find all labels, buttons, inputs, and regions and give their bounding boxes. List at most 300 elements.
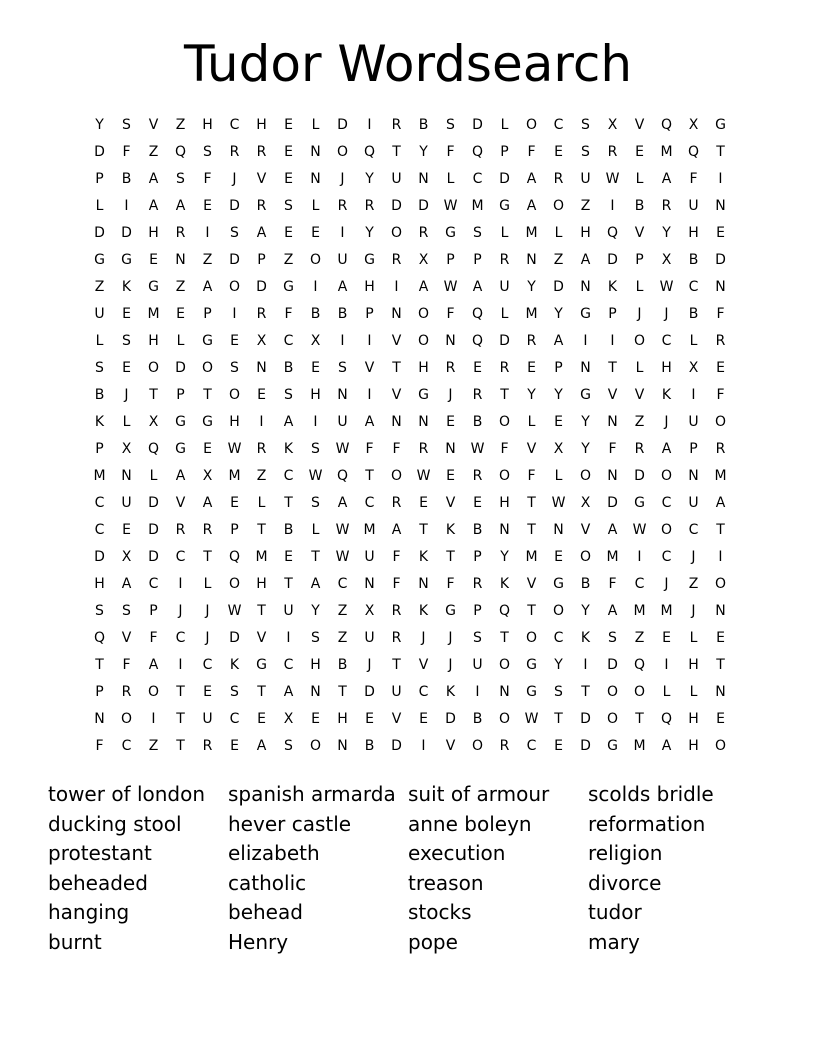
grid-letter: E — [527, 360, 536, 376]
grid-letter: K — [607, 279, 618, 295]
grid-letter: T — [635, 711, 644, 727]
grid-letter: A — [418, 279, 429, 295]
grid-letter: L — [500, 117, 509, 133]
grid-letter: N — [607, 414, 618, 430]
grid-letter: B — [337, 657, 348, 673]
grid-letter: D — [499, 171, 510, 187]
grid-letter: D — [418, 198, 429, 214]
grid-letter: I — [718, 171, 723, 187]
grid-letter: G — [526, 684, 537, 700]
grid-letter: E — [176, 306, 185, 322]
grid-letter: I — [367, 117, 372, 133]
grid-letter: C — [661, 333, 672, 349]
grid-letter: S — [338, 360, 347, 376]
grid-letter: B — [283, 360, 294, 376]
grid-letter: J — [124, 387, 129, 403]
grid-letter: Y — [365, 171, 374, 187]
grid-letter: L — [149, 468, 158, 484]
grid-letter: X — [121, 441, 132, 457]
grid-letter: E — [716, 711, 725, 727]
grid-row — [86, 112, 734, 139]
grid-letter: H — [256, 576, 267, 592]
grid-letter: R — [499, 738, 510, 754]
grid-letter: X — [661, 252, 672, 268]
grid-letter: P — [689, 441, 698, 457]
grid-letter: F — [122, 144, 131, 160]
grid-letter: I — [367, 387, 372, 403]
grid-letter: B — [634, 198, 645, 214]
grid-letter: Z — [688, 576, 699, 592]
grid-letter: O — [606, 711, 619, 727]
grid-letter: J — [664, 576, 669, 592]
grid-letter: E — [716, 360, 725, 376]
grid-letter: E — [203, 198, 212, 214]
grid-letter: R — [472, 468, 483, 484]
grid-letter: Z — [148, 738, 159, 754]
grid-letter: X — [283, 711, 294, 727]
grid-letter: P — [554, 360, 563, 376]
grid-letter: Z — [337, 603, 348, 619]
grid-letter: A — [148, 198, 159, 214]
grid-letter: S — [284, 198, 293, 214]
grid-letter: A — [661, 171, 672, 187]
grid-letter: A — [121, 576, 132, 592]
grid-letter: F — [446, 144, 455, 160]
word-list-item: stocks — [408, 900, 472, 925]
grid-letter: O — [525, 117, 538, 133]
grid-letter: R — [499, 252, 510, 268]
grid-letter: I — [637, 549, 642, 565]
grid-row — [86, 490, 734, 517]
grid-letter: W — [443, 279, 458, 295]
grid-letter: C — [202, 657, 213, 673]
grid-letter: A — [661, 738, 672, 754]
grid-letter: I — [394, 279, 399, 295]
grid-letter: O — [309, 252, 322, 268]
grid-letter: T — [716, 144, 725, 160]
grid-letter: L — [554, 225, 563, 241]
grid-letter: D — [580, 711, 591, 727]
grid-letter: N — [715, 198, 726, 214]
grid-letter: G — [175, 414, 186, 430]
grid-letter: U — [94, 306, 105, 322]
grid-letter: J — [232, 171, 237, 187]
grid-letter: U — [337, 252, 348, 268]
grid-letter: Z — [634, 414, 645, 430]
grid-letter: R — [418, 225, 429, 241]
page-title: Tudor Wordsearch — [183, 35, 633, 93]
grid-letter: O — [498, 711, 511, 727]
grid-letter: Z — [94, 279, 105, 295]
grid-letter: Q — [660, 117, 673, 133]
grid-letter: E — [203, 684, 212, 700]
grid-letter: B — [283, 522, 294, 538]
grid-letter: G — [175, 441, 186, 457]
grid-letter: O — [471, 738, 484, 754]
grid-letter: P — [473, 549, 482, 565]
grid-letter: L — [662, 684, 671, 700]
grid-letter: K — [121, 279, 132, 295]
word-list-item: tower of london — [48, 782, 206, 806]
word-list-item: protestant — [48, 841, 152, 866]
grid-letter: A — [175, 468, 186, 484]
grid-letter: K — [445, 522, 456, 538]
grid-letter: Z — [202, 252, 213, 268]
grid-letter: X — [418, 252, 429, 268]
grid-letter: F — [689, 171, 698, 187]
grid-letter: J — [205, 630, 210, 646]
grid-letter: Z — [337, 630, 348, 646]
grid-letter: R — [202, 522, 213, 538]
grid-letter: A — [256, 225, 267, 241]
grid-letter: D — [634, 468, 645, 484]
grid-letter: G — [94, 252, 105, 268]
grid-letter: C — [472, 171, 483, 187]
grid-letter: A — [337, 495, 348, 511]
grid-letter: H — [229, 414, 240, 430]
grid-letter: U — [337, 414, 348, 430]
grid-letter: L — [527, 414, 536, 430]
grid-letter: R — [391, 117, 402, 133]
grid-letter: B — [688, 306, 699, 322]
word-list-item: behead — [228, 900, 303, 925]
grid-letter: G — [553, 576, 564, 592]
grid-letter: G — [364, 252, 375, 268]
grid-letter: Y — [527, 279, 536, 295]
grid-letter: V — [121, 630, 132, 646]
grid-letter: J — [448, 387, 453, 403]
grid-letter: J — [691, 549, 696, 565]
grid-letter: B — [472, 414, 483, 430]
grid-letter: T — [554, 711, 563, 727]
grid-letter: H — [418, 360, 429, 376]
grid-letter: S — [203, 144, 212, 160]
grid-letter: L — [311, 522, 320, 538]
grid-letter: F — [500, 441, 509, 457]
grid-letter: O — [417, 333, 430, 349]
grid-letter: E — [284, 171, 293, 187]
grid-letter: F — [392, 549, 401, 565]
grid-letter: H — [688, 657, 699, 673]
grid-row — [86, 517, 734, 544]
grid-letter: W — [308, 468, 323, 484]
grid-letter: O — [228, 387, 241, 403]
grid-row — [86, 409, 734, 436]
grid-letter: X — [121, 549, 132, 565]
grid-letter: N — [580, 279, 591, 295]
grid-letter: C — [661, 495, 672, 511]
grid-letter: S — [446, 117, 455, 133]
grid-letter: I — [286, 630, 291, 646]
grid-letter: D — [607, 495, 618, 511]
grid-letter: D — [445, 711, 456, 727]
grid-letter: B — [472, 711, 483, 727]
grid-letter: O — [309, 738, 322, 754]
grid-letter: E — [311, 711, 320, 727]
word-column-1 — [48, 780, 228, 958]
grid-letter: L — [311, 198, 320, 214]
grid-letter: R — [229, 144, 240, 160]
grid-letter: M — [471, 198, 484, 214]
grid-row — [86, 706, 734, 733]
word-list-item: elizabeth — [228, 841, 320, 866]
grid-letter: T — [176, 711, 185, 727]
grid-letter: X — [553, 441, 564, 457]
grid-letter: R — [472, 387, 483, 403]
grid-letter: Q — [174, 144, 187, 160]
grid-letter: J — [637, 306, 642, 322]
grid-letter: S — [554, 684, 563, 700]
grid-letter: W — [470, 441, 485, 457]
grid-letter: R — [175, 225, 186, 241]
grid-letter: R — [715, 333, 726, 349]
grid-letter: W — [335, 549, 350, 565]
grid-letter: D — [472, 117, 483, 133]
grid-letter: Z — [175, 279, 186, 295]
grid-letter: I — [205, 225, 210, 241]
grid-letter: C — [634, 576, 645, 592]
grid-letter: T — [311, 549, 320, 565]
grid-letter: D — [175, 360, 186, 376]
grid-letter: L — [500, 306, 509, 322]
grid-letter: Q — [336, 468, 349, 484]
grid-letter: S — [311, 630, 320, 646]
grid-row — [86, 463, 734, 490]
grid-letter: C — [229, 711, 240, 727]
grid-letter: N — [418, 414, 429, 430]
grid-letter: N — [310, 144, 321, 160]
word-column-2 — [228, 780, 408, 958]
grid-letter: X — [688, 360, 699, 376]
grid-letter: A — [283, 684, 294, 700]
grid-letter: A — [715, 495, 726, 511]
grid-letter: Z — [634, 630, 645, 646]
grid-letter: F — [716, 306, 725, 322]
grid-letter: R — [499, 360, 510, 376]
grid-letter: H — [580, 225, 591, 241]
grid-letter: V — [526, 576, 537, 592]
grid-letter: F — [365, 441, 374, 457]
grid-letter: A — [202, 495, 213, 511]
grid-letter: Z — [148, 144, 159, 160]
grid-letter: S — [230, 360, 239, 376]
grid-letter: N — [337, 387, 348, 403]
grid-letter: L — [500, 225, 509, 241]
grid-letter: A — [175, 198, 186, 214]
grid-letter: V — [364, 360, 375, 376]
grid-letter: T — [365, 468, 374, 484]
grid-letter: Y — [554, 657, 563, 673]
grid-letter: X — [607, 117, 618, 133]
grid-letter: E — [230, 333, 239, 349]
grid-letter: I — [583, 657, 588, 673]
grid-letter: E — [554, 414, 563, 430]
grid-letter: Z — [580, 198, 591, 214]
grid-letter: V — [256, 630, 267, 646]
grid-letter: W — [227, 441, 242, 457]
grid-letter: A — [202, 279, 213, 295]
grid-letter: S — [473, 630, 482, 646]
grid-letter: F — [392, 441, 401, 457]
grid-letter: Z — [553, 252, 564, 268]
grid-letter: E — [662, 630, 671, 646]
grid-letter: J — [448, 657, 453, 673]
grid-letter: T — [527, 522, 536, 538]
grid-letter: H — [337, 711, 348, 727]
grid-letter: E — [311, 225, 320, 241]
grid-letter: R — [256, 144, 267, 160]
word-list-item: tudor — [588, 900, 642, 925]
grid-letter: S — [230, 225, 239, 241]
grid-letter: N — [337, 738, 348, 754]
grid-letter: D — [229, 198, 240, 214]
grid-letter: U — [472, 657, 483, 673]
grid-letter: G — [256, 657, 267, 673]
grid-letter: C — [229, 117, 240, 133]
grid-letter: T — [176, 684, 185, 700]
grid-letter: I — [259, 414, 264, 430]
grid-letter: R — [121, 684, 132, 700]
grid-letter: E — [284, 225, 293, 241]
grid-letter: X — [688, 117, 699, 133]
word-column-3 — [408, 780, 588, 958]
grid-letter: W — [335, 441, 350, 457]
grid-letter: L — [689, 333, 698, 349]
word-list-item: mary — [588, 929, 640, 954]
grid-letter: A — [256, 738, 267, 754]
grid-letter: N — [364, 576, 375, 592]
grid-letter: U — [580, 171, 591, 187]
grid-letter: F — [149, 630, 158, 646]
grid-letter: Q — [660, 711, 673, 727]
grid-row — [86, 382, 734, 409]
grid-letter: N — [607, 468, 618, 484]
grid-letter: A — [472, 279, 483, 295]
grid-letter: A — [337, 279, 348, 295]
grid-letter: N — [175, 252, 186, 268]
grid-letter: A — [310, 576, 321, 592]
grid-row — [86, 733, 734, 760]
grid-letter: S — [95, 603, 104, 619]
grid-letter: L — [95, 333, 104, 349]
grid-letter: G — [445, 603, 456, 619]
grid-letter: Z — [256, 468, 267, 484]
grid-letter: U — [688, 495, 699, 511]
grid-letter: L — [257, 495, 266, 511]
grid-letter: W — [416, 468, 431, 484]
grid-letter: U — [121, 495, 132, 511]
grid-letter: N — [391, 414, 402, 430]
grid-letter: T — [716, 522, 725, 538]
grid-letter: O — [147, 360, 160, 376]
grid-letter: V — [445, 738, 456, 754]
grid-letter: A — [553, 333, 564, 349]
grid-letter: O — [336, 144, 349, 160]
grid-row — [86, 328, 734, 355]
grid-letter: X — [256, 333, 267, 349]
grid-letter: C — [418, 684, 429, 700]
grid-letter: Y — [554, 306, 563, 322]
grid-letter: K — [229, 657, 240, 673]
grid-letter: H — [310, 657, 321, 673]
grid-letter: E — [716, 630, 725, 646]
grid-letter: T — [392, 360, 401, 376]
grid-letter: A — [526, 171, 537, 187]
grid-letter: T — [257, 603, 266, 619]
grid-letter: T — [608, 360, 617, 376]
grid-letter: E — [284, 144, 293, 160]
grid-letter: W — [227, 603, 242, 619]
grid-letter: H — [688, 225, 699, 241]
grid-letter: V — [175, 495, 186, 511]
grid-letter: L — [635, 279, 644, 295]
grid-letter: Q — [147, 441, 160, 457]
grid-letter: I — [340, 225, 345, 241]
grid-letter: Y — [581, 603, 590, 619]
grid-letter: W — [632, 522, 647, 538]
grid-letter: S — [581, 117, 590, 133]
grid-letter: Y — [311, 603, 320, 619]
grid-letter: W — [443, 198, 458, 214]
grid-letter: N — [310, 171, 321, 187]
grid-letter: N — [715, 684, 726, 700]
grid-letter: N — [553, 522, 564, 538]
grid-letter: R — [202, 738, 213, 754]
grid-letter: N — [445, 333, 456, 349]
grid-letter: L — [176, 333, 185, 349]
grid-letter: B — [472, 522, 483, 538]
grid-letter: E — [230, 495, 239, 511]
grid-letter: T — [284, 495, 293, 511]
grid-letter: A — [607, 603, 618, 619]
grid-letter: T — [392, 657, 401, 673]
grid-letter: N — [580, 360, 591, 376]
grid-letter: Y — [554, 387, 563, 403]
grid-letter: T — [581, 684, 590, 700]
grid-letter: U — [391, 684, 402, 700]
word-list-item: burnt — [48, 929, 102, 954]
grid-letter: O — [498, 414, 511, 430]
grid-letter: R — [472, 576, 483, 592]
grid-letter: I — [367, 333, 372, 349]
grid-letter: M — [633, 738, 646, 754]
grid-letter: O — [714, 414, 727, 430]
grid-letter: W — [524, 711, 539, 727]
grid-letter: G — [445, 225, 456, 241]
grid-letter: R — [337, 198, 348, 214]
grid-letter: J — [205, 603, 210, 619]
grid-letter: V — [148, 117, 159, 133]
grid-letter: G — [418, 387, 429, 403]
grid-letter: S — [284, 738, 293, 754]
grid-letter: A — [526, 198, 537, 214]
grid-letter: X — [202, 468, 213, 484]
grid-letter: Y — [581, 414, 590, 430]
grid-letter: F — [95, 738, 104, 754]
grid-row — [86, 598, 734, 625]
grid-letter: K — [418, 549, 429, 565]
grid-letter: V — [634, 117, 645, 133]
word-list-item: scolds bridle — [588, 782, 714, 806]
grid-letter: M — [525, 306, 538, 322]
word-list-item: anne boleyn — [408, 811, 532, 836]
grid-letter: C — [526, 738, 537, 754]
grid-letter: A — [661, 441, 672, 457]
grid-letter: Y — [662, 225, 671, 241]
grid-letter: I — [151, 711, 156, 727]
grid-letter: L — [635, 171, 644, 187]
grid-letter: A — [607, 522, 618, 538]
